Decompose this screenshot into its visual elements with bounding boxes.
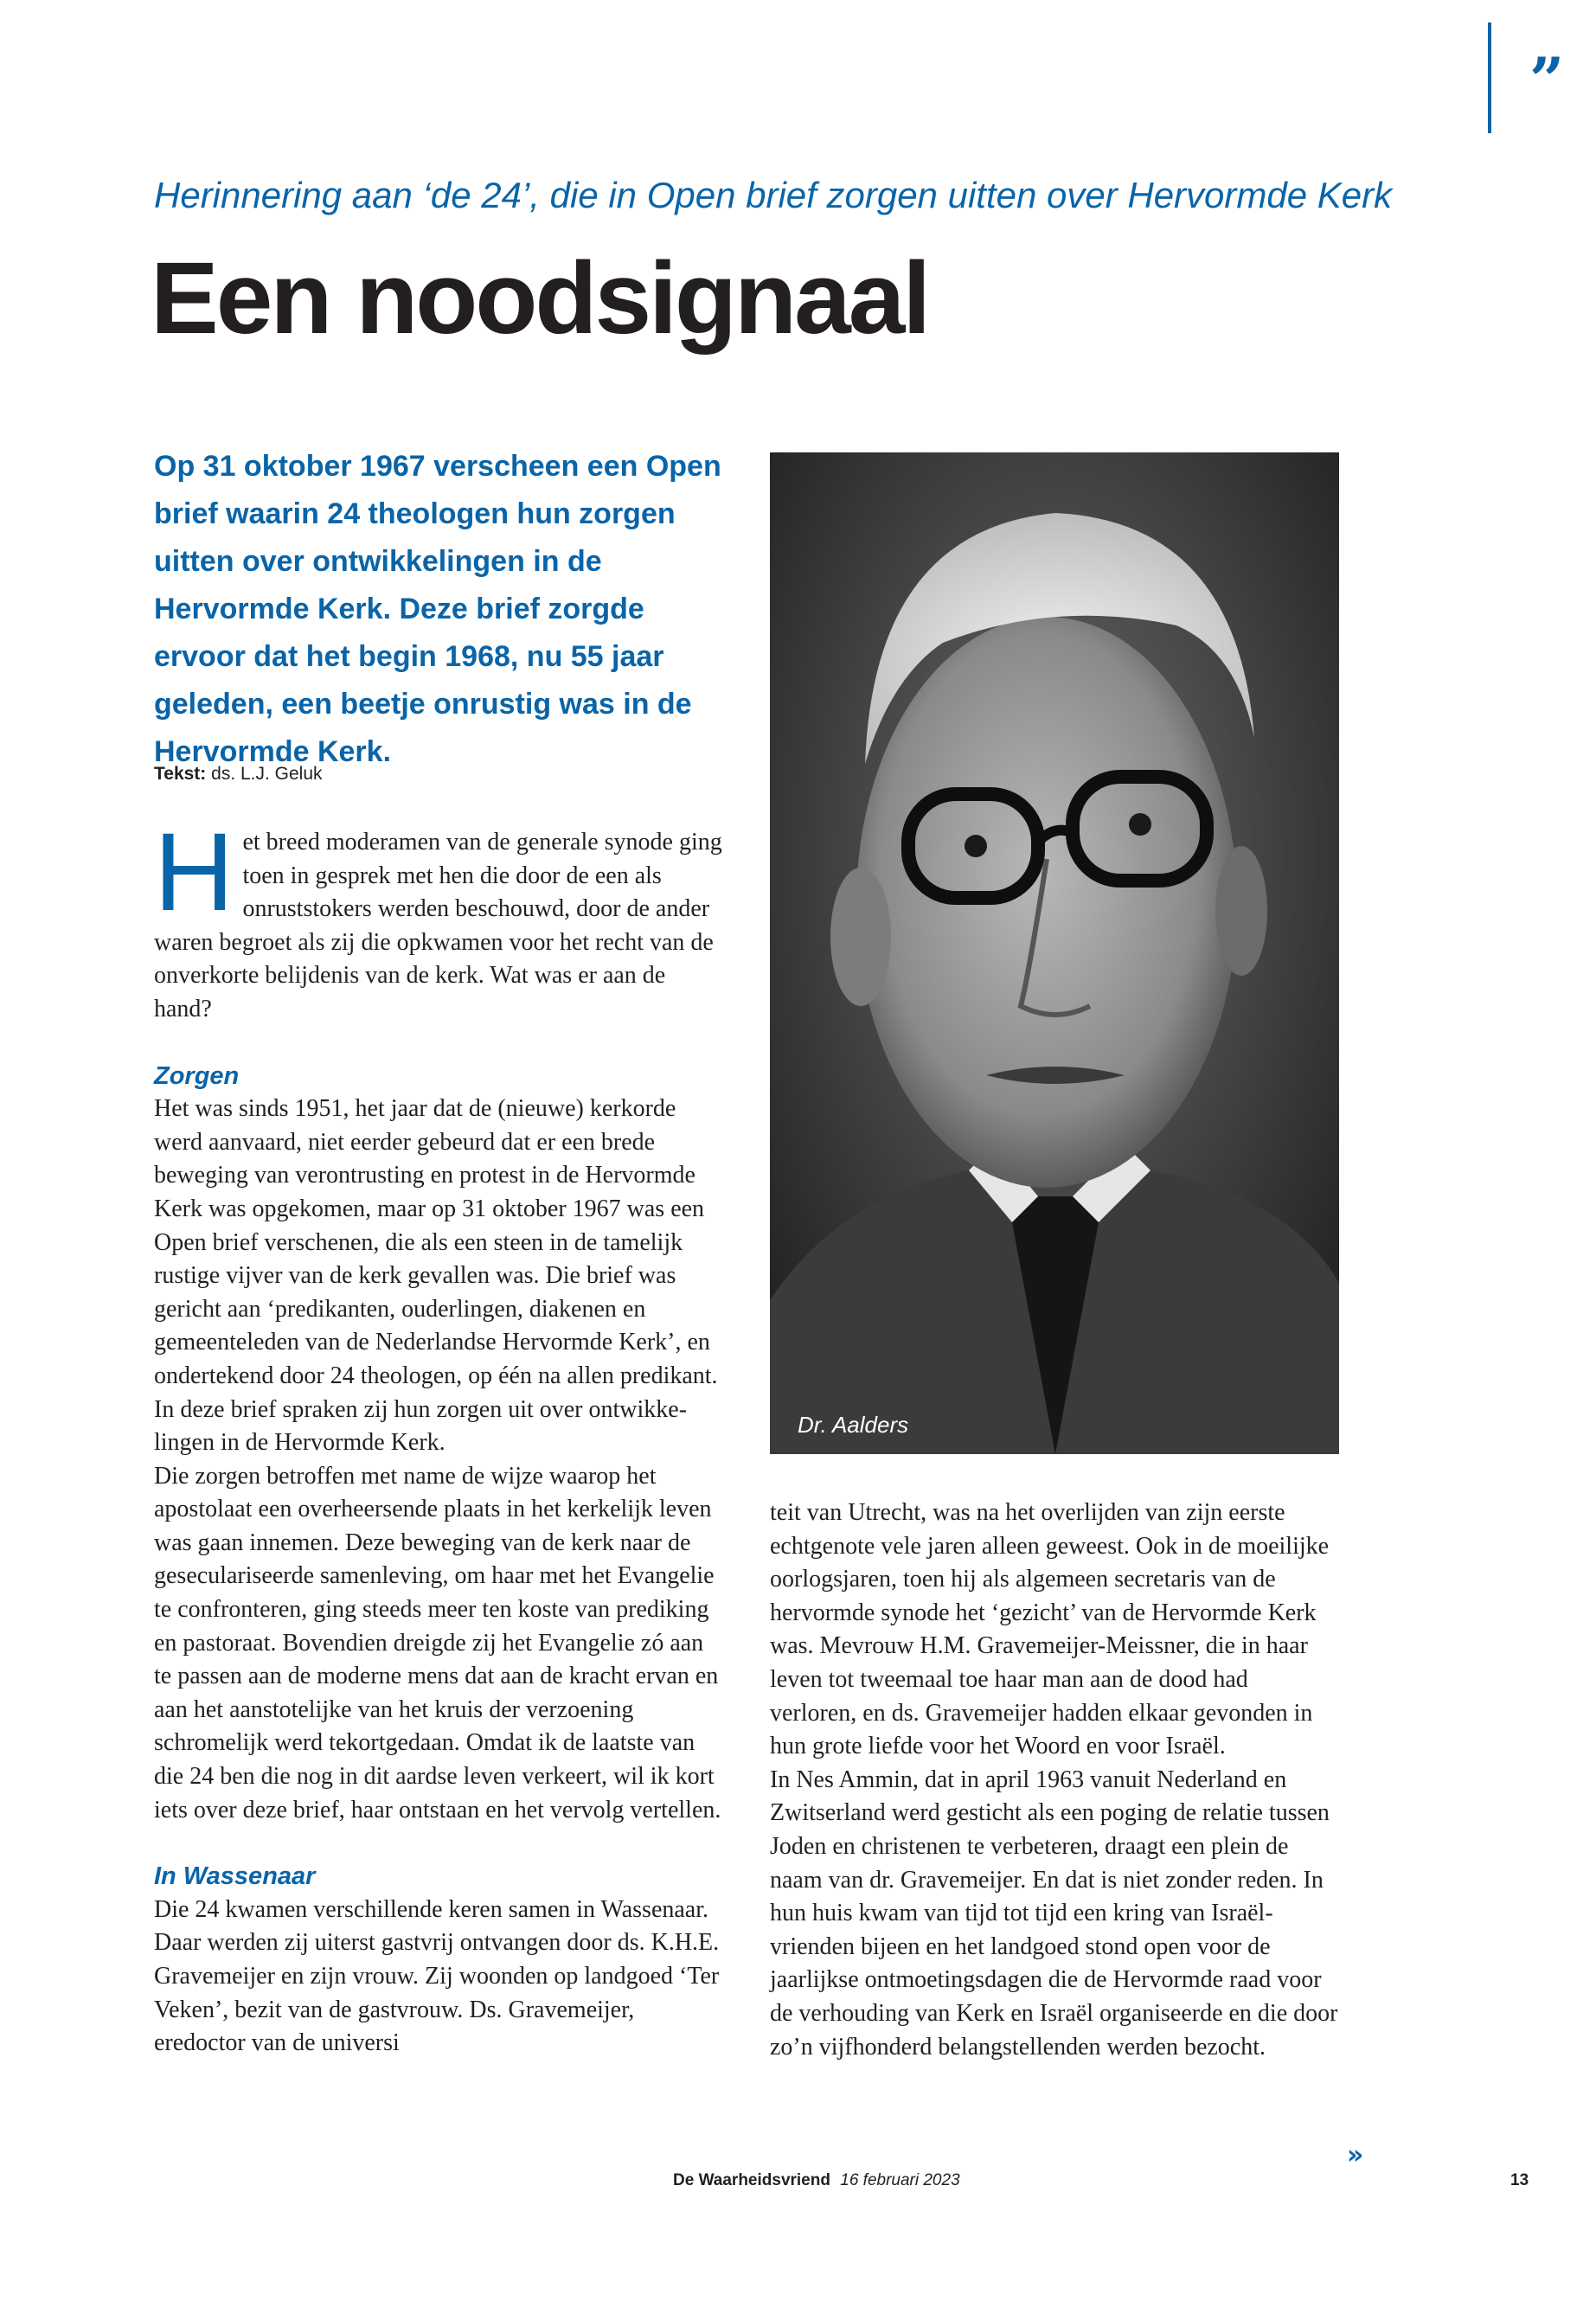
paragraph-right-2: In Nes Ammin, dat in april 1963 vanuit Nederland en Zwitserland werd gesticht als een poging de relatie tussen Joden en christenen te verbeteren, draagt een plein de naam van dr. Gravemeijer. En dat is niet zonder reden. In hun huis kwam van tijd tot tijd een kring van Israël-vrienden bijeen en het landgoed stond open voor de jaarlijkse ontmoetingsdagen die de Hervormde raad voor de verhouding van Kerk en Israël organiseerde en die door zo’n vijfhonderd belangstellenden werden bezocht.	[770, 1766, 1338, 2061]
paragraph-right-1: teit van Utrecht, was na het overlijden van zijn eerste echtgenote vele jaren alleen geweest. Ook in de moeilijke oorlogsjaren, toen hij als algemeen secretaris van de hervormde synode het ‘gezicht’ van de Hervormde Kerk was. Mevrouw H.M. Gravemeijer-Meissner, die in haar leven tot tweemaal toe haar man aan de dood had verloren, en ds. Gravemeijer hadden elkaar gevonden in hun grote liefde voor het Woord en voor Israël.	[770, 1499, 1330, 1760]
portrait-photo	[770, 452, 1339, 1454]
column-right	[770, 1497, 1341, 2064]
publication-date: 16 februari 2023	[840, 2171, 960, 2189]
header-rule	[1488, 22, 1491, 133]
paragraph-zorgen-2: Die zorgen betroffen met name de wijze waarop het apostolaat een overheersende plaats in het kerkelijk leven was gaan innemen. Deze beweging van de kerk naar de geseculariseerde samenleving, om haar met het Evangelie te confronteren, ging steeds meer ten koste van prediking en pastoraat. Bovendien dreigde zij het Evangelie zó aan te passen aan de moderne mens dat aan de kracht ervan en aan het aanstotelijke van het kruis der verzoening schromelijk werd tekortgedaan. Omdat ik de laatste van die 24 ben die nog in dit aardse leven verkeert, wil ik kort iets over deze brief, haar ontstaan en het vervolg vertellen.	[154, 1462, 721, 1823]
opening-paragraph: et breed moderamen van de generale synode ging toen in gesprek met hen die door de een als onruststokers werden beschouwd, door de ander waren begroet als zij die opkwamen voor het recht van de onverkorte belijdenis van de kerk. Wat was er aan de hand?	[154, 829, 722, 1022]
page-number: 13	[1510, 2171, 1529, 2189]
byline-label: Tekst:	[154, 764, 207, 784]
section-heading-wassenaar: In Wassenaar	[154, 1862, 316, 1891]
article-intro: Op 31 oktober 1967 verscheen een Open brief waarin 24 theologen hun zorgen uitten over ontwikkelingen in de Hervormde Kerk. Deze brief zorgde ervoor dat het begin 1968, nu 55 jaar geleden, een beetje onrustig was in de Hervormde Kerk.	[154, 450, 721, 768]
paragraph-wassenaar-1: Die 24 kwamen verschillende keren samen in Wassenaar. Daar werden zij uiterst gastvrij ontvangen door ds. K.H.E. Gravemeijer en zijn vrouw. Zij woonden op landgoed ‘Ter Veken’, bezit van de gastvrouw. Ds. Gravemeijer, eredoctor van de universi	[154, 1895, 720, 2057]
byline-author: ds. L.J. Geluk	[211, 764, 323, 784]
column-left	[154, 811, 725, 2061]
article-title: Een noodsignaal	[151, 241, 929, 356]
quote-mark-icon: ”	[1529, 44, 1565, 116]
publication-name: De Waarheidsvriend	[673, 2171, 830, 2189]
drop-cap: H	[154, 811, 234, 934]
byline	[154, 761, 323, 787]
article-kicker: Herinnering aan ‘de 24’, die in Open brief zorgen uitten over Hervormde Kerk	[154, 175, 1393, 215]
footer	[673, 2171, 960, 2190]
continue-arrow-icon: »	[1347, 2140, 1364, 2170]
portrait-illustration	[770, 452, 1339, 1454]
photo-caption: Dr. Aalders	[798, 1412, 909, 1438]
paragraph-zorgen-1: Het was sinds 1951, het jaar dat de (nieuwe) kerkorde werd aanvaard, niet eerder gebeurd dat er een brede beweging van verontrusting en protest in de Hervormde Kerk was opgekomen, maar op 31 oktober 1967 was een Open brief verschenen, die als een steen in de tamelijk rustige vijver van de kerk gevallen was. Die brief was gericht aan ‘predikanten, ouderlingen, diakenen en gemeenteleden van de Nederlandse Hervormde Kerk’, en ondertekend door 24 theologen, op één na allen predikant. In deze brief spraken zij hun zorgen uit over ontwikkelingen in de Hervormde Kerk.	[154, 1095, 718, 1457]
section-heading-zorgen: Zorgen	[154, 1061, 240, 1090]
